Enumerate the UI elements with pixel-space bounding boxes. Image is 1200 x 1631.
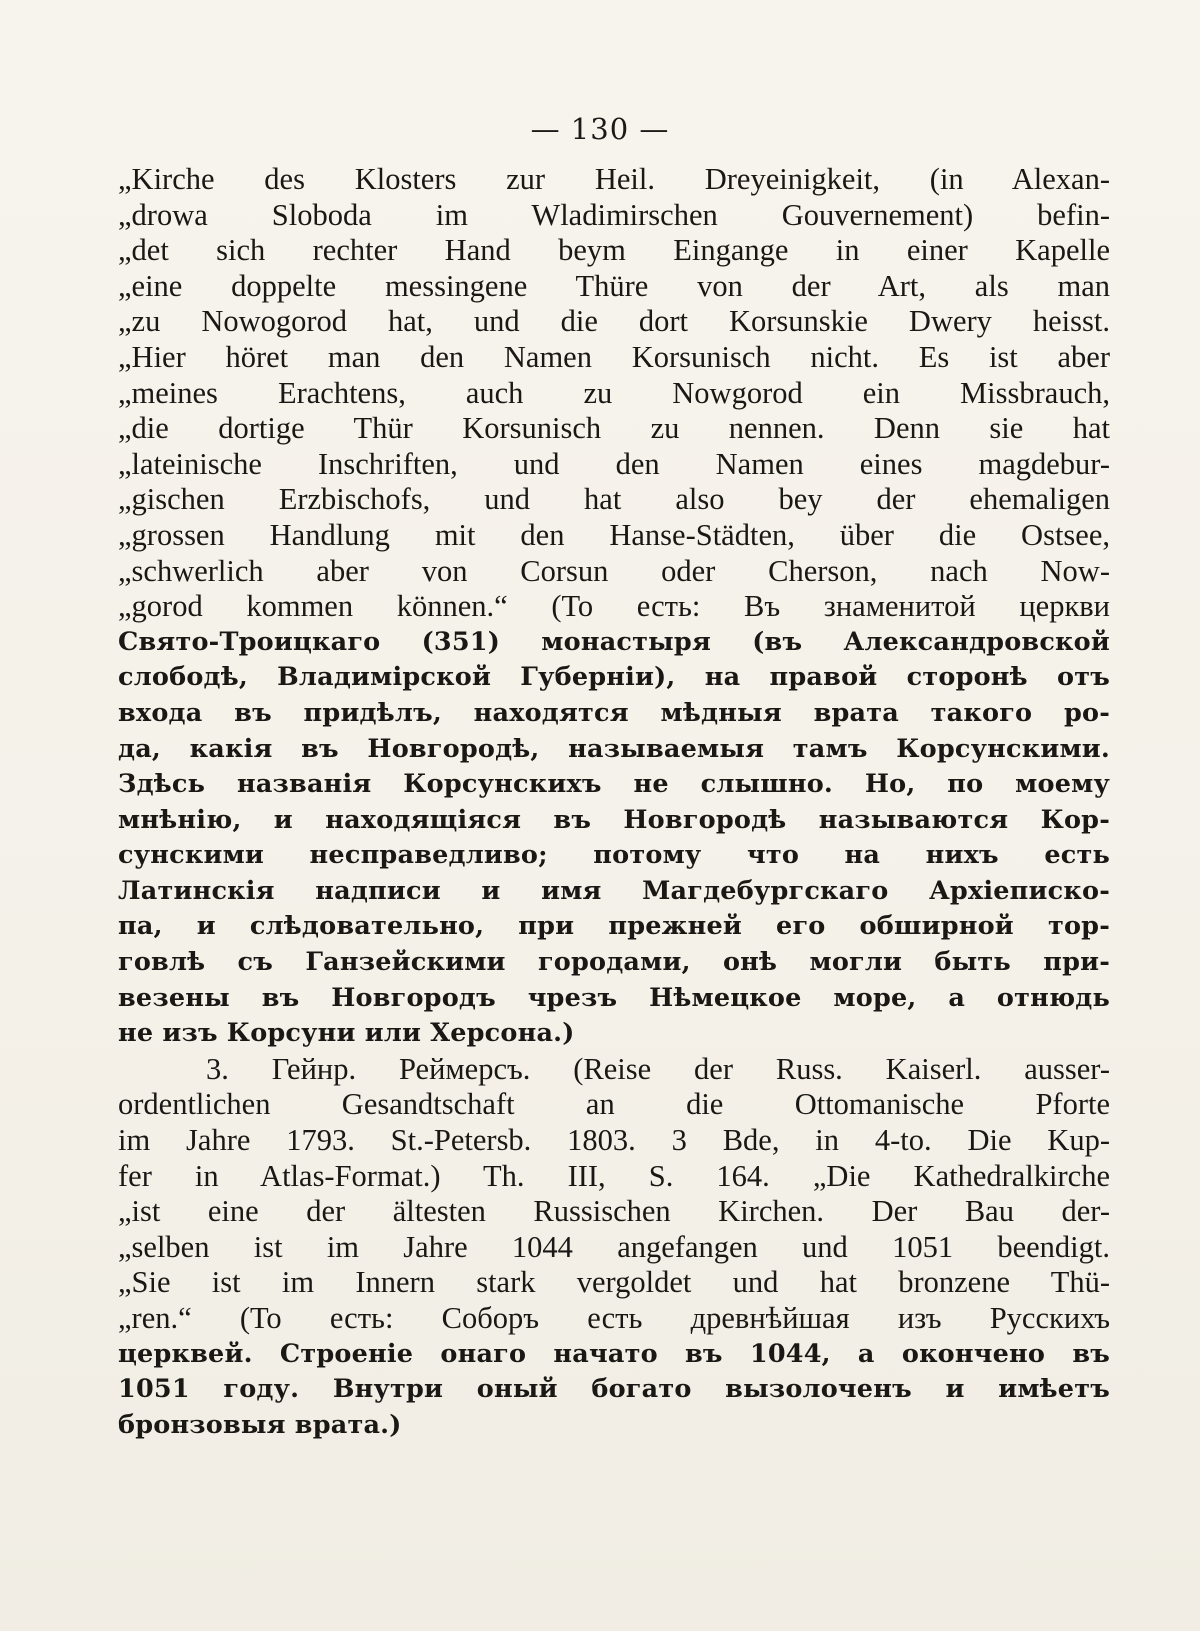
text-line: „meines Erachtens, auch zu Nowgorod ein Missbrauch, (118, 375, 1110, 410)
text-line: „Hier höret man den Namen Korsunisch nicht. Es ist aber (118, 339, 1110, 374)
text-line: мнѣнію, и находящіяся въ Новгородѣ называются Кор- (118, 804, 1110, 835)
page-number: — 130 — (530, 112, 670, 146)
text-line: сунскими несправедливо; потому что на нихъ есть (118, 840, 1110, 871)
text-line: fer in Atlas-Format.) Th. III, S. 164. „Die Kathedralkirche (118, 1158, 1110, 1193)
text-line: „det sich rechter Hand beym Eingange in einer Kapelle (118, 233, 1110, 268)
text-line: „ist eine der ältesten Russischen Kirchen. Der Bau der- (118, 1194, 1110, 1229)
text-line: везены въ Новгородъ чрезъ Нѣмецкое море, а отнюдь (118, 982, 1110, 1013)
text-line: „eine doppelte messingene Thüre von der Art, als man (118, 268, 1110, 303)
paragraph-reimers (118, 1052, 1110, 1444)
text-line: 1051 году. Внутри оный богато вызолоченъ и имѣетъ (118, 1374, 1110, 1405)
text-line: ordentlichen Gesandtschaft an die Ottomanische Pforte (118, 1087, 1110, 1122)
text-line: „gorod kommen können.“ (То есть: Въ знаменитой церкви (118, 589, 1110, 624)
text-line: Латинскія надписи и имя Магдебургскаго Архіеписко- (118, 875, 1110, 906)
text-line: бронзовыя врата.) (118, 1409, 402, 1440)
text-line: „die dortige Thür Korsunisch zu nennen. Denn sie hat (118, 411, 1110, 446)
text-line: „selben ist im Jahre 1044 angefangen und 1051 beendigt. (118, 1229, 1110, 1264)
text-line: входа въ придѣлъ, находятся мѣдныя врата такого ро- (118, 697, 1110, 728)
text-line: „lateinische Inschriften, und den Namen eines magdebur- (118, 446, 1110, 481)
text-line: „gischen Erzbischofs, und hat also bey der ehemaligen (118, 482, 1110, 517)
text-line: да, какія въ Новгородѣ, называемыя тамъ Корсунскими. (118, 733, 1110, 764)
text-line: „Sie ist im Innern stark vergoldet und hat bronzene Thü- (118, 1265, 1110, 1300)
text-line: 3. Гейнр. Реймерсъ. (Reise der Russ. Kaiserl. ausser- (206, 1051, 1110, 1086)
text-line: не изъ Корсуни или Херсона.) (118, 1018, 575, 1049)
text-line: „grossen Handlung mit den Hanse-Städten, über die Ostsee, (118, 517, 1110, 552)
text-line: „drowa Sloboda im Wladimirschen Gouvernement) befin- (118, 197, 1110, 232)
text-line: im Jahre 1793. St.-Petersb. 1803. 3 Bde, in 4-to. Die Kup- (118, 1123, 1110, 1158)
text-line: „Kirche des Klosters zur Heil. Dreyeinigkeit, (in Alexan- (118, 162, 1110, 196)
text-line: слободѣ, Владимірской Губерніи), на правой сторонѣ отъ (118, 662, 1110, 693)
text-line: Свято-Троицкаго (351) монастыря (въ Александровской (118, 626, 1110, 657)
text-line: Здѣсь названія Корсунскихъ не слышно. Но, по моему (118, 769, 1110, 800)
text-line: „zu Nowogorod hat, und die dort Korsunskie Dwery heisst. (118, 304, 1110, 339)
paragraph-quote-alexandrowa (118, 162, 1110, 1052)
text-line: говлѣ съ Ганзейскими городами, онѣ могли быть при- (118, 947, 1110, 978)
text-line: па, и слѣдовательно, при прежней его обширной тор- (118, 911, 1110, 942)
text-line: церквей. Строеніе онаго начато въ 1044, а окончено въ (118, 1338, 1110, 1369)
body-text (118, 162, 1110, 1443)
text-line: „schwerlich aber von Corsun oder Cherson, nach Now- (118, 553, 1110, 588)
text-line: „ren.“ (То есть: Соборъ есть древнѣйшая изъ Русскихъ (118, 1301, 1110, 1335)
